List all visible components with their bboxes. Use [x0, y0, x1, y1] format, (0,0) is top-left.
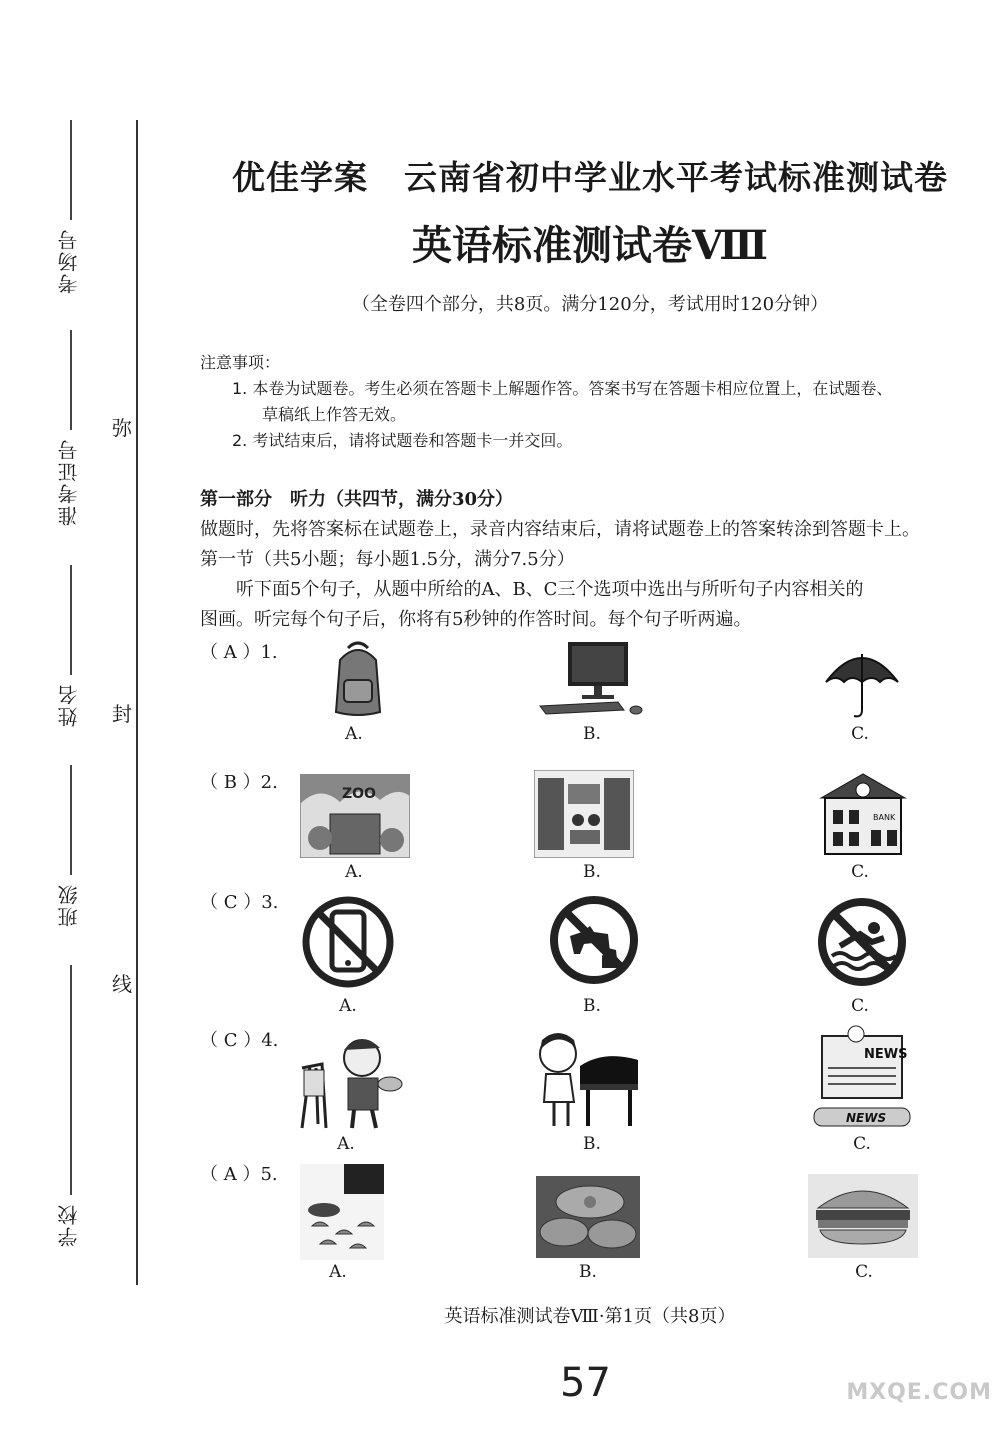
question-5-option-b: B. [579, 1262, 597, 1282]
notice-item-1-line-1: 1. 本卷为试题卷。考生必须在答题卡上解题作答。答案书写在答题卡相应位置上，在试题卷、 [232, 379, 893, 398]
hamburger-icon [808, 1174, 918, 1258]
part1-heading: 第一部分 听力（共四节，满分30分） [200, 489, 514, 510]
umbrella-icon [822, 642, 902, 722]
question-5-option-a: A. [329, 1262, 347, 1282]
field-label-class: 班级 [57, 883, 81, 927]
seal-char-3: 线 [112, 972, 132, 996]
dumplings-icon [300, 1164, 384, 1260]
question-2-option-c: C. [851, 862, 869, 882]
field-label-name: 姓名 [57, 683, 81, 727]
question-1-label: （ A ）1. [200, 642, 278, 663]
field-class [40, 765, 110, 965]
question-1-option-b: B. [583, 724, 601, 744]
painter-icon [296, 1028, 406, 1132]
svg-text:BANK: BANK [873, 813, 896, 822]
svg-text:ZOO: ZOO [342, 786, 376, 802]
binding-margin-line [136, 120, 138, 1285]
no-swimming-icon [814, 894, 910, 990]
section1-desc-line-2: 图画。听完每个句子后，你将有5秒钟的作答时间。每个句子听两遍。 [200, 609, 752, 630]
watermark: MXQE.COM [846, 1380, 992, 1405]
svg-text:NEWS: NEWS [864, 1047, 908, 1062]
question-4-option-a: A. [337, 1134, 355, 1154]
notice-heading: 注意事项： [200, 353, 281, 372]
field-ticket-number [40, 330, 110, 560]
mooncakes-icon [536, 1176, 640, 1258]
seal-char-1: 弥 [112, 416, 132, 440]
field-school [40, 965, 110, 1265]
series-name: 云南省初中学业水平考试标准测试卷 [404, 158, 948, 197]
question-3-option-b: B. [583, 996, 601, 1016]
bank-icon [815, 770, 911, 858]
brand-name: 优佳学案 [232, 158, 368, 197]
question-2-option-a: A. [345, 862, 363, 882]
no-pets-icon [546, 892, 642, 988]
notice-item-1-line-2: 草稿纸上作答无效。 [262, 405, 407, 424]
computer-icon [538, 640, 648, 720]
svg-text:NEWS: NEWS [846, 1111, 887, 1125]
question-5-option-c: C. [855, 1262, 873, 1282]
section1-heading: 第一节（共5小题；每小题1.5分，满分7.5分） [200, 549, 575, 570]
exam-series-title [200, 152, 980, 199]
seal-char-2: 封 [112, 702, 132, 726]
no-phone-icon [300, 894, 396, 990]
field-label-school: 学校 [57, 1203, 81, 1247]
question-2-label: （ B ）2. [200, 772, 278, 793]
question-4-option-c: C. [853, 1134, 871, 1154]
question-3-label: （ C ）3. [200, 892, 279, 913]
library-icon [534, 770, 634, 858]
field-label-ticket-number: 准考证号 [57, 438, 81, 526]
question-3-option-a: A. [339, 996, 357, 1016]
paper-title: 英语标准测试卷Ⅷ [412, 222, 768, 269]
paper-subtitle: （全卷四个部分，共8页。满分120分，考试用时120分钟） [351, 294, 829, 315]
part1-instruction: 做题时，先将答案标在试题卷上，录音内容结束后，请将试题卷上的答案转涂到答题卡上。 [200, 519, 920, 540]
question-4-label: （ C ）4. [200, 1030, 279, 1051]
question-5-label: （ A ）5. [200, 1164, 278, 1185]
newspaper-icon [812, 1024, 912, 1130]
field-exam-room [40, 120, 110, 320]
field-label-exam-room: 考场号 [57, 228, 81, 294]
handwritten-page-number: 57 [560, 1360, 611, 1406]
question-1-option-a: A. [345, 724, 363, 744]
notice-item-2: 2. 考试结束后，请将试题卷和答题卡一并交回。 [232, 431, 573, 450]
backpack-icon [318, 640, 398, 720]
zoo-icon [300, 774, 410, 858]
question-3-option-c: C. [851, 996, 869, 1016]
question-2-option-b: B. [583, 862, 601, 882]
question-1-option-c: C. [851, 724, 869, 744]
piano-icon [534, 1026, 644, 1130]
question-4-option-b: B. [583, 1134, 601, 1154]
section1-desc-line-1: 听下面5个句子，从题中所给的A、B、C三个选项中选出与所听句子内容相关的 [236, 579, 864, 600]
field-name [40, 565, 110, 765]
page-footer: 英语标准测试卷Ⅷ·第1页（共8页） [444, 1306, 736, 1327]
